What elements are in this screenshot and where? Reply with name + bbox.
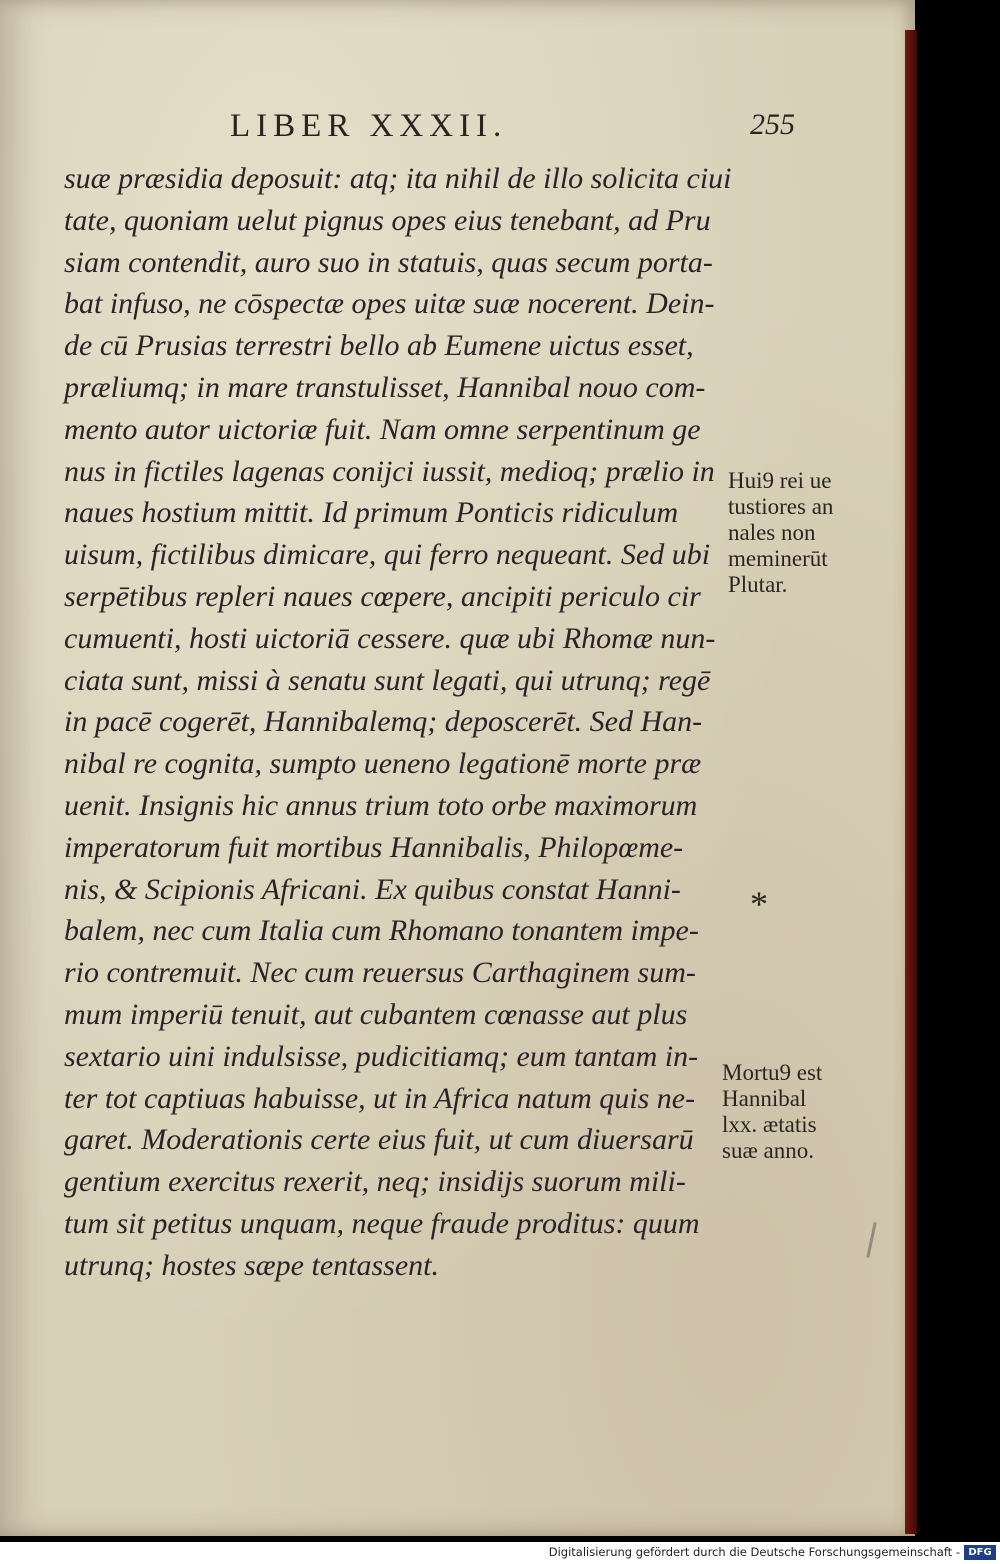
text-line: præliumq; in mare transtulisset, Hannibal nouo com- [64, 370, 706, 404]
text-line: siam contendit, auro suo in statuis, quas secum porta- [64, 245, 713, 279]
text-line: bat infuso, ne cōspectæ opes uitæ suæ nocerent. Dein- [64, 287, 715, 321]
margin-note-line: Hui9 rei ue [728, 468, 832, 493]
text-line: cumuenti, hosti uictoriā cessere. quæ ubi Rhomæ nun- [64, 621, 716, 655]
text-line: sextario uini indulsisse, pudicitiamq; eum tantam in- [64, 1039, 699, 1073]
main-text-block [64, 158, 744, 1287]
margin-note-line: Mortu9 est [722, 1060, 823, 1085]
text-line: tum sit petitus unquam, neque fraude proditus: quum [64, 1206, 700, 1240]
dfg-logo: DFG [964, 1545, 996, 1560]
margin-asterisk: * [750, 884, 768, 924]
page-header [230, 108, 810, 152]
text-line: balem, nec cum Italia cum Rhomano tonantem impe- [64, 914, 699, 948]
funding-credit: Digitalisierung gefördert durch die Deutsche Forschungsgemeinschaft - [548, 1545, 960, 1559]
text-line: mento autor uictoriæ fuit. Nam omne serpentinum ge [64, 412, 701, 446]
text-line: ciata sunt, missi à senatu sunt legati, qui utrunq; regē [64, 663, 711, 697]
text-line: suæ præsidia deposuit: atq; ita nihil de illo solicita ciui [64, 162, 732, 195]
text-line: mum imperiū tenuit, aut cubantem cœnasse aut plus [64, 997, 688, 1031]
footer-bar [0, 1542, 1000, 1564]
text-line: imperatorum fuit mortibus Hannibalis, Philopœme- [64, 830, 684, 864]
margin-note-line: Hannibal [722, 1086, 807, 1111]
text-line: nis, & Scipionis Africani. Ex quibus constat Hanni- [64, 872, 681, 906]
margin-note-line: nales non [728, 520, 816, 545]
margin-note-line: lxx. ætatis [722, 1112, 817, 1137]
text-line: garet. Moderationis certe eius fuit, ut cum diuersarū [64, 1123, 694, 1157]
text-line: uenit. Insignis hic annus trium toto orbe maximorum [64, 788, 698, 822]
text-line: gentium exercitus rexerit, neq; insidijs suorum mili- [64, 1165, 686, 1199]
text-line: utrunq; hostes sæpe tentassent. [64, 1248, 439, 1282]
folio-number: 255 [750, 108, 795, 141]
margin-note-death [722, 1060, 822, 1164]
margin-note-line: Plutar. [728, 572, 788, 597]
text-line: nibal re cognita, sumpto ueneno legationē morte præ [64, 747, 702, 781]
margin-note-plutarch [728, 468, 833, 598]
running-title: LIBER XXXII. [230, 108, 508, 144]
text-line: de cū Prusias terrestri bello ab Eumene uictus esset, [64, 329, 694, 363]
text-line: ter tot captiuas habuisse, ut in Africa natum quis ne- [64, 1081, 696, 1115]
text-line: tate, quoniam uelut pignus opes eius tenebant, ad Pru [64, 203, 711, 237]
text-line: uisum, fictilibus dimicare, qui ferro nequeant. Sed ubi [64, 538, 711, 572]
text-line: naues hostium mittit. Id primum Ponticis ridiculum [64, 496, 679, 530]
margin-note-line: suæ anno. [722, 1138, 814, 1163]
margin-note-line: tustiores an [728, 494, 834, 519]
text-line: serpētibus repleri naues cœpere, ancipiti periculo cir [64, 579, 701, 613]
paper-mark [866, 1222, 876, 1258]
margin-note-line: meminerūt [728, 546, 828, 571]
text-line: in pacē cogerēt, Hannibalemq; deposcerēt. Sed Han- [64, 705, 703, 739]
book-cover-edge [905, 30, 917, 1534]
text-line: nus in fictiles lagenas conijci iussit, medioq; prælio in [64, 454, 715, 488]
text-line: rio contremuit. Nec cum reuersus Carthaginem sum- [64, 956, 696, 990]
